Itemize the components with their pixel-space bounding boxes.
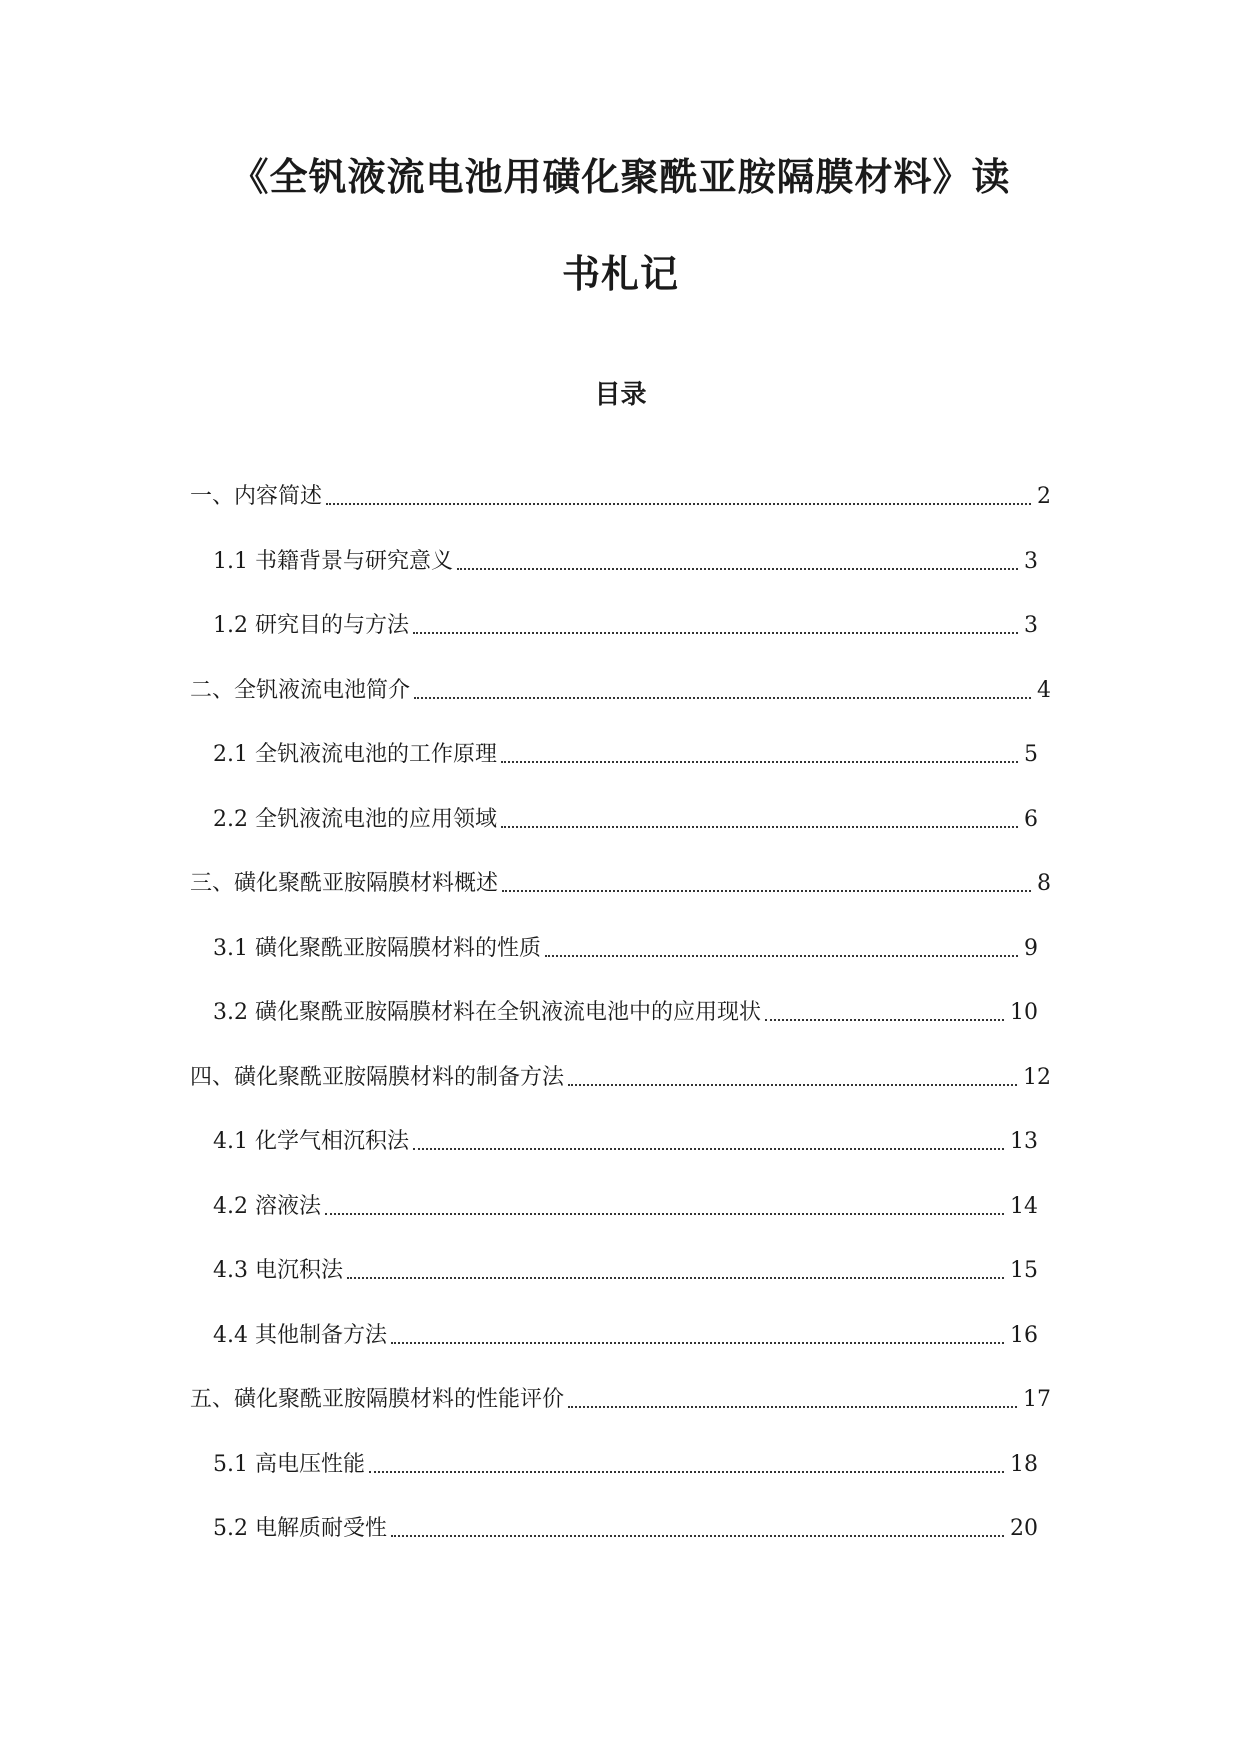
toc-entry-title: 1.2 研究目的与方法 (213, 613, 409, 638)
toc-dot-leader (391, 1342, 1004, 1344)
toc-entry[interactable] (213, 1514, 1038, 1544)
toc-entry-title: 1.1 书籍背景与研究意义 (213, 549, 453, 574)
toc-entry-title: 4.2 溶液法 (213, 1194, 321, 1219)
toc-page-number: 15 (1010, 1258, 1038, 1283)
toc-dot-leader (545, 955, 1018, 957)
toc-entry-title: 2.1 全钒液流电池的工作原理 (213, 742, 497, 767)
toc-page-number: 4 (1037, 678, 1051, 703)
toc-entry[interactable] (213, 611, 1038, 641)
toc-entry[interactable] (213, 1450, 1038, 1480)
toc-page-number: 8 (1037, 871, 1051, 896)
toc-dot-leader (568, 1084, 1017, 1086)
toc-entry-title: 2.2 全钒液流电池的应用领域 (213, 807, 497, 832)
toc-dot-leader (502, 890, 1031, 892)
toc-heading: 目录 (594, 380, 647, 410)
toc-entry[interactable] (213, 1256, 1038, 1286)
toc-dot-leader (457, 568, 1018, 570)
toc-dot-leader (325, 1213, 1004, 1215)
toc-dot-leader (414, 697, 1031, 699)
toc-entry-title: 4.1 化学气相沉积法 (213, 1129, 409, 1154)
toc-entry[interactable] (213, 805, 1038, 835)
toc-entry[interactable] (190, 869, 1051, 899)
document-title-line-2: 书札记 (561, 252, 679, 296)
toc-page-number: 10 (1010, 1000, 1038, 1025)
toc-entry-title: 3.2 磺化聚酰亚胺隔膜材料在全钒液流电池中的应用现状 (213, 1000, 761, 1025)
toc-page-number: 3 (1024, 549, 1038, 574)
toc-entry-title: 五、磺化聚酰亚胺隔膜材料的性能评价 (190, 1387, 565, 1412)
toc-page-number: 6 (1024, 807, 1038, 832)
toc-entry-title: 二、全钒液流电池简介 (190, 678, 411, 703)
toc-page-number: 12 (1023, 1065, 1051, 1090)
toc-entry-title: 5.2 电解质耐受性 (213, 1516, 387, 1541)
toc-entry[interactable] (213, 740, 1038, 770)
toc-entry-title: 三、磺化聚酰亚胺隔膜材料概述 (190, 871, 499, 896)
toc-dot-leader (369, 1471, 1004, 1473)
toc-entry[interactable] (190, 676, 1051, 706)
toc-entry-title: 四、磺化聚酰亚胺隔膜材料的制备方法 (190, 1065, 565, 1090)
toc-entry[interactable] (213, 1321, 1038, 1351)
toc-entry[interactable] (190, 1385, 1051, 1415)
toc-entry[interactable] (213, 547, 1038, 577)
toc-page-number: 14 (1010, 1194, 1038, 1219)
toc-dot-leader (765, 1019, 1004, 1021)
toc-dot-leader (568, 1406, 1017, 1408)
toc-dot-leader (501, 826, 1018, 828)
toc-page-number: 5 (1024, 742, 1038, 767)
toc-page-number: 2 (1037, 484, 1051, 509)
toc-entry-title: 3.1 磺化聚酰亚胺隔膜材料的性质 (213, 936, 541, 961)
toc-entry-title: 4.4 其他制备方法 (213, 1323, 387, 1348)
toc-entry-title: 4.3 电沉积法 (213, 1258, 343, 1283)
toc-entry[interactable] (190, 482, 1051, 512)
toc-entry[interactable] (213, 1127, 1038, 1157)
toc-entry[interactable] (190, 1063, 1051, 1093)
toc-page-number: 9 (1024, 936, 1038, 961)
toc-entry[interactable] (213, 998, 1038, 1028)
document-title-line-1: 《全钒液流电池用磺化聚酰亚胺隔膜材料》读 (230, 155, 1011, 199)
toc-page-number: 20 (1010, 1516, 1038, 1541)
toc-page-number: 17 (1023, 1387, 1051, 1412)
toc-dot-leader (391, 1535, 1004, 1537)
toc-dot-leader (413, 632, 1018, 634)
toc-entry[interactable] (213, 1192, 1038, 1222)
toc-page-number: 3 (1024, 613, 1038, 638)
toc-dot-leader (326, 503, 1031, 505)
toc-entry[interactable] (213, 934, 1038, 964)
toc-dot-leader (501, 761, 1018, 763)
toc-page-number: 13 (1010, 1129, 1038, 1154)
toc-entry-title: 5.1 高电压性能 (213, 1452, 365, 1477)
toc-page-number: 16 (1010, 1323, 1038, 1348)
toc-entry-title: 一、内容简述 (190, 484, 323, 509)
toc-dot-leader (413, 1148, 1004, 1150)
toc-dot-leader (347, 1277, 1004, 1279)
toc-page-number: 18 (1010, 1452, 1038, 1477)
